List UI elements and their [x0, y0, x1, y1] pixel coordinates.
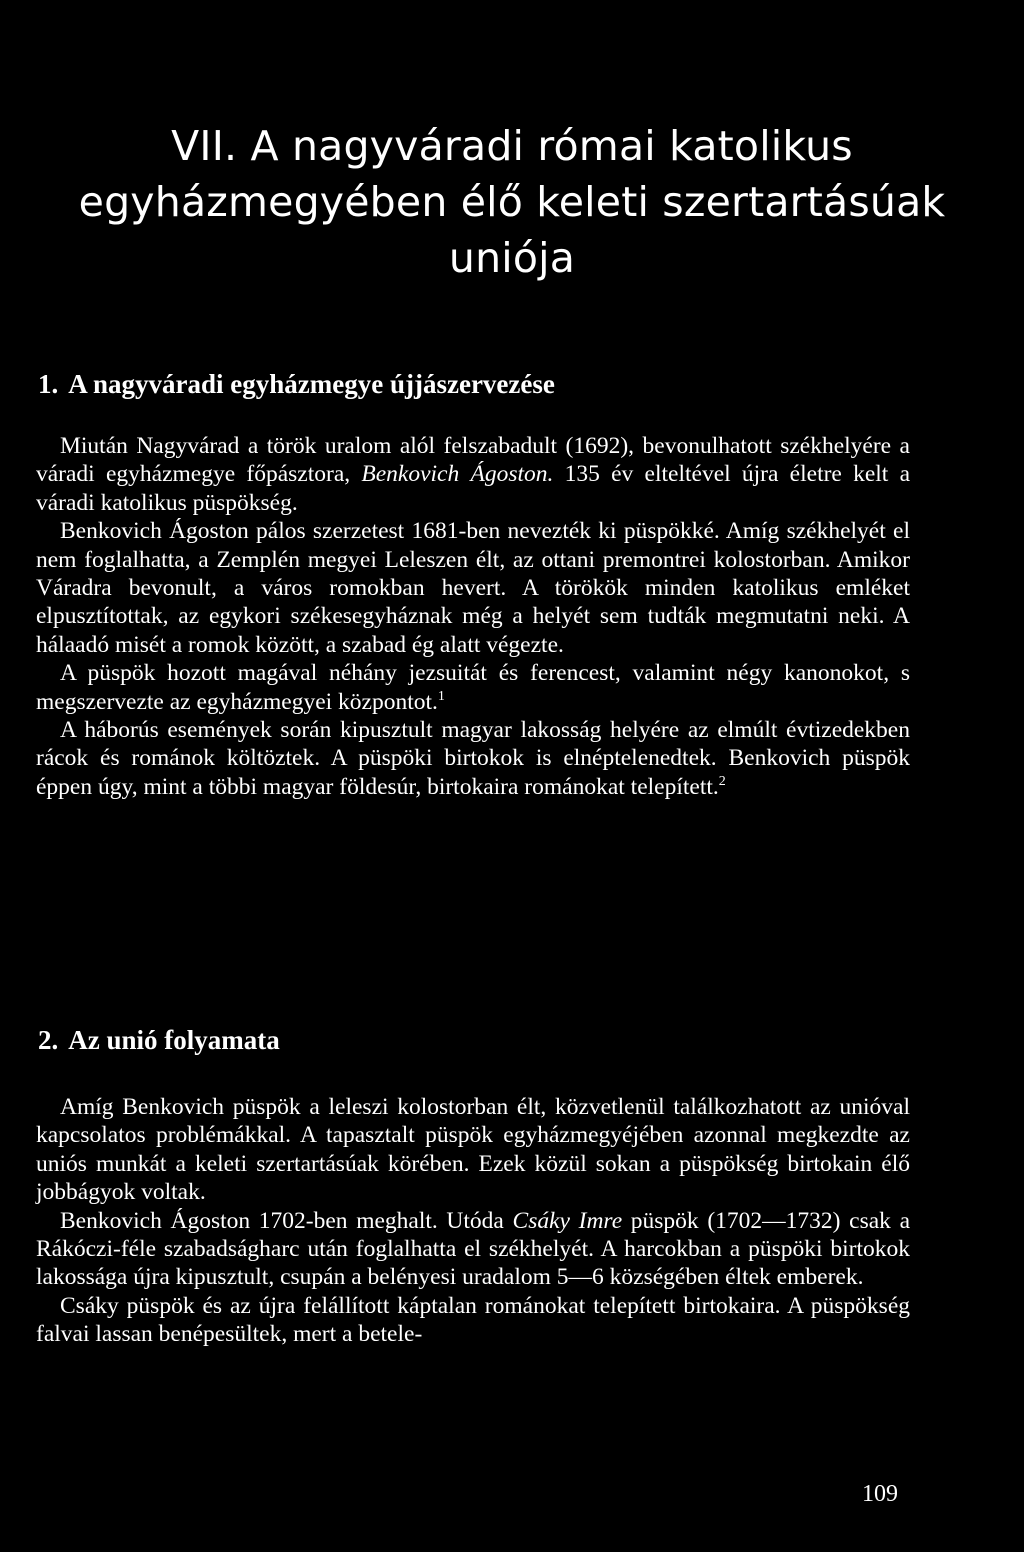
section-1-body	[36, 432, 910, 801]
section-2-paragraph-3: Csáky püspök és az újra felállított káptalan románokat telepített birtokaira. A püspökség falvai lassan benépesültek, mert a betele-	[36, 1292, 910, 1348]
footnote-marker-1: 1	[437, 688, 445, 704]
section-1-paragraph-4	[36, 716, 910, 801]
section-2-body	[36, 1093, 910, 1349]
chapter-title	[40, 118, 984, 286]
chapter-title-line-3: uniója	[448, 234, 576, 282]
paragraph-text: A püspök hozott magával néhány jezsuitát és ferencest, valamint négy kanonokot, s megszervezte az egyházmegyei központot.	[36, 660, 910, 715]
section-1-number: 1.	[38, 369, 59, 399]
footnote-marker-2: 2	[718, 774, 726, 790]
paragraph-text: 135 év elteltével újra életre kelt a váradi katolikus püspökség.	[36, 461, 911, 516]
section-2-paragraph-1: Amíg Benkovich püspök a leleszi kolostorban élt, közvetlenül találkozhatott az unióval kapcsolatos problémákkal. A tapasztalt püspök egyházmegyéjében azonnal megkezdte az uniós munkát a keleti szertartásúak körében. Ezek közül sokan a püspökség birtokain élő jobbágyok voltak.	[36, 1094, 910, 1206]
page-number: 109	[862, 1481, 898, 1507]
section-1-paragraph-3	[36, 659, 910, 716]
section-1-paragraph-2: Benkovich Ágoston pálos szerzetest 1681-ben nevezték ki püspökké. Amíg székhelyét el nem foglalhatta, a Zemplén megyei Leleszen élt, az ottani premontrei kolostorban. Amikor Váradra bevonult, a város romokban hevert. A törökök minden katolikus emléket elpusztítottak, az egykori székesegyháznak még a helyét sem tudták megmutatni neki. A hálaadó misét a romok között, a szabad ég alatt végezte.	[36, 518, 910, 658]
section-1-heading	[38, 368, 555, 400]
section-1-paragraph-1	[36, 432, 910, 517]
section-2-paragraph-2	[36, 1207, 910, 1292]
person-name-csaky: Csáky Imre	[512, 1207, 623, 1234]
section-1-title: A nagyváradi egyházmegye újjászervezése	[68, 369, 555, 399]
chapter-title-line-1: VII. A nagyváradi római katolikus	[171, 122, 853, 170]
section-2-title: Az unió folyamata	[68, 1025, 280, 1055]
paragraph-text: püspök (1702—1732) csak a Rákóczi-féle szabadságharc után foglalhatta el székhelyét. A harcokban a püspöki birtokok lakossága újra kipusztult, csupán a belényesi uradalom 5—6 községében éltek emberek.	[36, 1207, 910, 1291]
section-2-number: 2.	[38, 1025, 59, 1055]
person-name-benkovich: Benkovich Ágoston.	[361, 461, 554, 488]
paragraph-text: Benkovich Ágoston 1702-ben meghalt. Utóda	[60, 1207, 513, 1234]
paragraph-text: A háborús események során kipusztult magyar lakosság helyére az elmúlt évtizedekben rácok és románok költöztek. A püspöki birtokok is elnéptelenedtek. Benkovich püspök éppen úgy, mint a többi magyar földesúr, birtokaira románokat telepített.	[36, 717, 910, 800]
paragraph-text: Miután Nagyvárad a török uralom alól felszabadult (1692), bevonulhatott székhelyére a váradi egyházmegye főpásztora,	[36, 433, 910, 488]
chapter-title-line-2: egyházmegyében élő keleti szertartásúak	[78, 178, 946, 226]
section-2-heading	[38, 1024, 280, 1056]
